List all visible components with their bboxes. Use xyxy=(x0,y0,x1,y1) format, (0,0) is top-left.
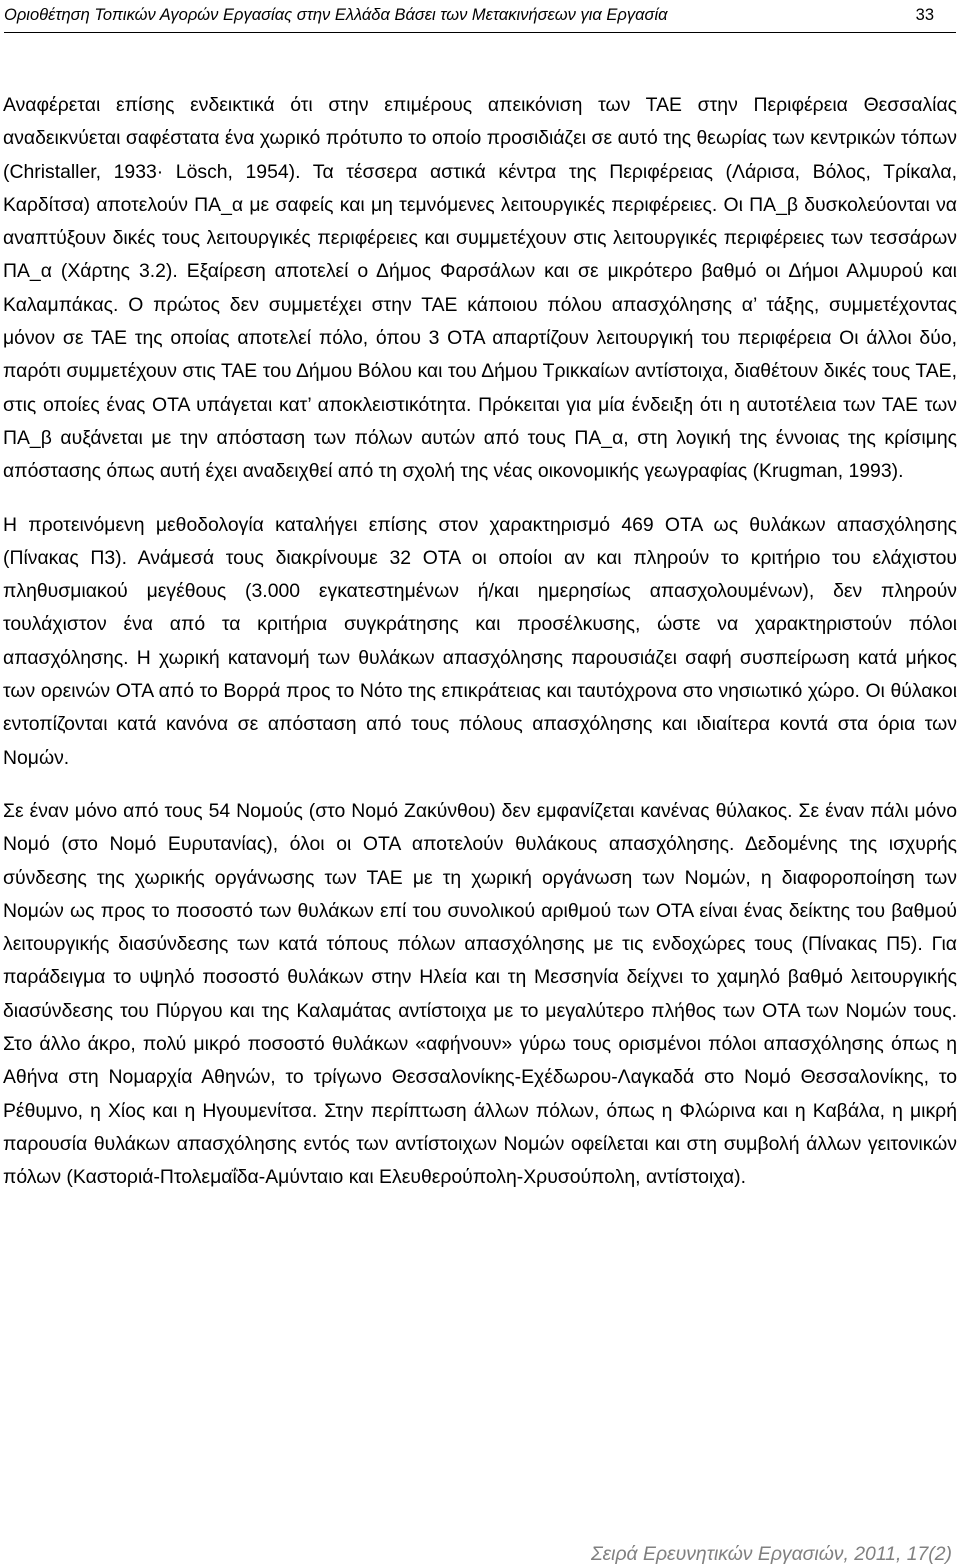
paragraph-2: Η προτεινόμενη μεθοδολογία καταλήγει επίσης στον χαρακτηρισμό 469 ΟΤΑ ως θυλάκων απασχόλησης (Πίνακας Π3). Ανάμεσά τους διακρίνουμε 32 ΟΤΑ οι οποίοι αν και πληρούν το κριτήριο του ελάχιστου πληθυσμιακού μεγέθους (3.000 εγκατεστημένων ή/και ημερησίως απασχολουμένων), δεν πληρούν τουλάχιστον ένα από τα κριτήρια συγκράτησης και προσέλκυσης, ώστε να χαρακτηριστούν πόλοι απασχόλησης. Η χωρική κατανομή των θυλάκων απασχόλησης παρουσιάζει σαφή συσπείρωση κατά μήκος των ορεινών ΟΤΑ από το Βορρά προς το Νότο της επικράτειας και ταυτόχρονα στο νησιωτικό χώρο. Οι θύλακοι εντοπίζονται κατά κανόνα σε απόσταση από τους πόλους απασχόλησης και ιδιαίτερα κοντά στα όρια των Νομών. xyxy=(3,513,957,769)
page-number: 33 xyxy=(915,6,934,24)
running-head xyxy=(4,6,956,33)
body-text xyxy=(3,89,957,1195)
paragraph-1: Αναφέρεται επίσης ενδεικτικά ότι στην επιμέρους απεικόνιση των ΤΑΕ στην Περιφέρεια Θεσσαλίας αναδεικνύεται σαφέστατα ένα χωρικό πρότυπο το οποίο προσιδιάζει σε αυτό της θεωρίας των κεντρικών τόπων (Christaller, 1933· Lösch, 1954). Τα τέσσερα αστικά κέντρα της Περιφέρειας (Λάρισα, Βόλος, Τρίκαλα, Καρδίτσα) αποτελούν ΠΑ_α με σαφείς και μη τεμνόμενες λειτουργικές περιφέρειες. Οι ΠΑ_β δυσκολεύονται να αναπτύξουν δικές τους λειτουργικές περιφέρειες και συμμετέχουν στις λειτουργικές περιφέρειες των τεσσάρων ΠΑ_α (Χάρτης 3.2). Εξαίρεση αποτελεί ο Δήμος Φαρσάλων και σε μικρότερο βαθμό οι Δήμοι Αλμυρού και Καλαμπάκας. Ο πρώτος δεν συμμετέχει στην ΤΑΕ κάποιου πόλου απασχόλησης α’ τάξης, συμμετέχοντας μόνον σε ΤΑΕ της οποίας αποτελεί πόλο, όπου 3 ΟΤΑ απαρτίζουν λειτουργική του περιφέρεια Οι άλλοι δύο, παρότι συμμετέχουν στις ΤΑΕ του Δήμου Βόλου και του Δήμου Τρικκαίων αντίστοιχα, διαθέτουν δικές τους ΤΑΕ, στις οποίες ένας ΟΤΑ υπάγεται κατ’ αποκλειστικότητα. Πρόκειται για μία ένδειξη ότι η αυτοτέλεια των ΤΑΕ των ΠΑ_β αυξάνεται με την απόσταση των πόλων αυτών από τους ΠΑ_α, στη λογική της έννοιας της κρίσιμης απόστασης όπως αυτή έχει αναδειχθεί από τη σχολή της νέας οικονομικής γεωγραφίας (Krugman, 1993). xyxy=(3,94,957,483)
footer-series: Σειρά Ερευνητικών Εργασιών, 2011, 17(2) xyxy=(591,1543,952,1565)
paragraph-3: Σε έναν μόνο από τους 54 Νομούς (στο Νομό Ζακύνθου) δεν εμφανίζεται κανένας θύλακος. Σε έναν πάλι μόνο Νομό (στο Νομό Ευρυτανίας), όλοι οι ΟΤΑ αποτελούν θυλάκους απασχόλησης. Δεδομένης της ισχυρής σύνδεσης της χωρικής οργάνωσης των ΤΑΕ με τη χωρική οργάνωση των Νομών, η διαφοροποίηση των Νομών ως προς το ποσοστό των θυλάκων επί του συνολικού αριθμού των ΟΤΑ είναι ένας δείκτης του βαθμού λειτουργικής διασύνδεσης των κατά τόπους πόλων απασχόλησης με τις ενδοχώρες τους (Πίνακας Π5). Για παράδειγμα το υψηλό ποσοστό θυλάκων στην Ηλεία και τη Μεσσηνία δείχνει το χαμηλό βαθμό λειτουργικής διασύνδεσης του Πύργου και της Καλαμάτας αντίστοιχα με το μεγαλύτερο πλήθος των ΟΤΑ των Νομών τους. Στο άλλο άκρο, πολύ μικρό ποσοστό θυλάκων «αφήνουν» γύρω τους ορισμένοι πόλοι απασχόλησης όπως η Αθήνα στη Νομαρχία Αθηνών, το τρίγωνο Θεσσαλονίκης-Εχέδωρου-Λαγκαδά στο Νομό Θεσσαλονίκης, το Ρέθυμνο, η Χίος και η Ηγουμενίτσα. Στην περίπτωση άλλων πόλων, όπως η Φλώρινα και η Καβάλα, η μικρή παρουσία θυλάκων απασχόλησης εντός των αντίστοιχων Νομών οφείλεται και στη συμβολή άλλων γειτονικών πόλων (Καστοριά-Πτολεμαΐδα-Αμύνταιο και Ελευθερούπολη-Χρυσούπολη, αντίστοιχα). xyxy=(3,799,957,1189)
running-head-title: Οριοθέτηση Τοπικών Αγορών Εργασίας στην Ελλάδα Βάσει των Μετακινήσεων για Εργασία xyxy=(4,6,668,24)
